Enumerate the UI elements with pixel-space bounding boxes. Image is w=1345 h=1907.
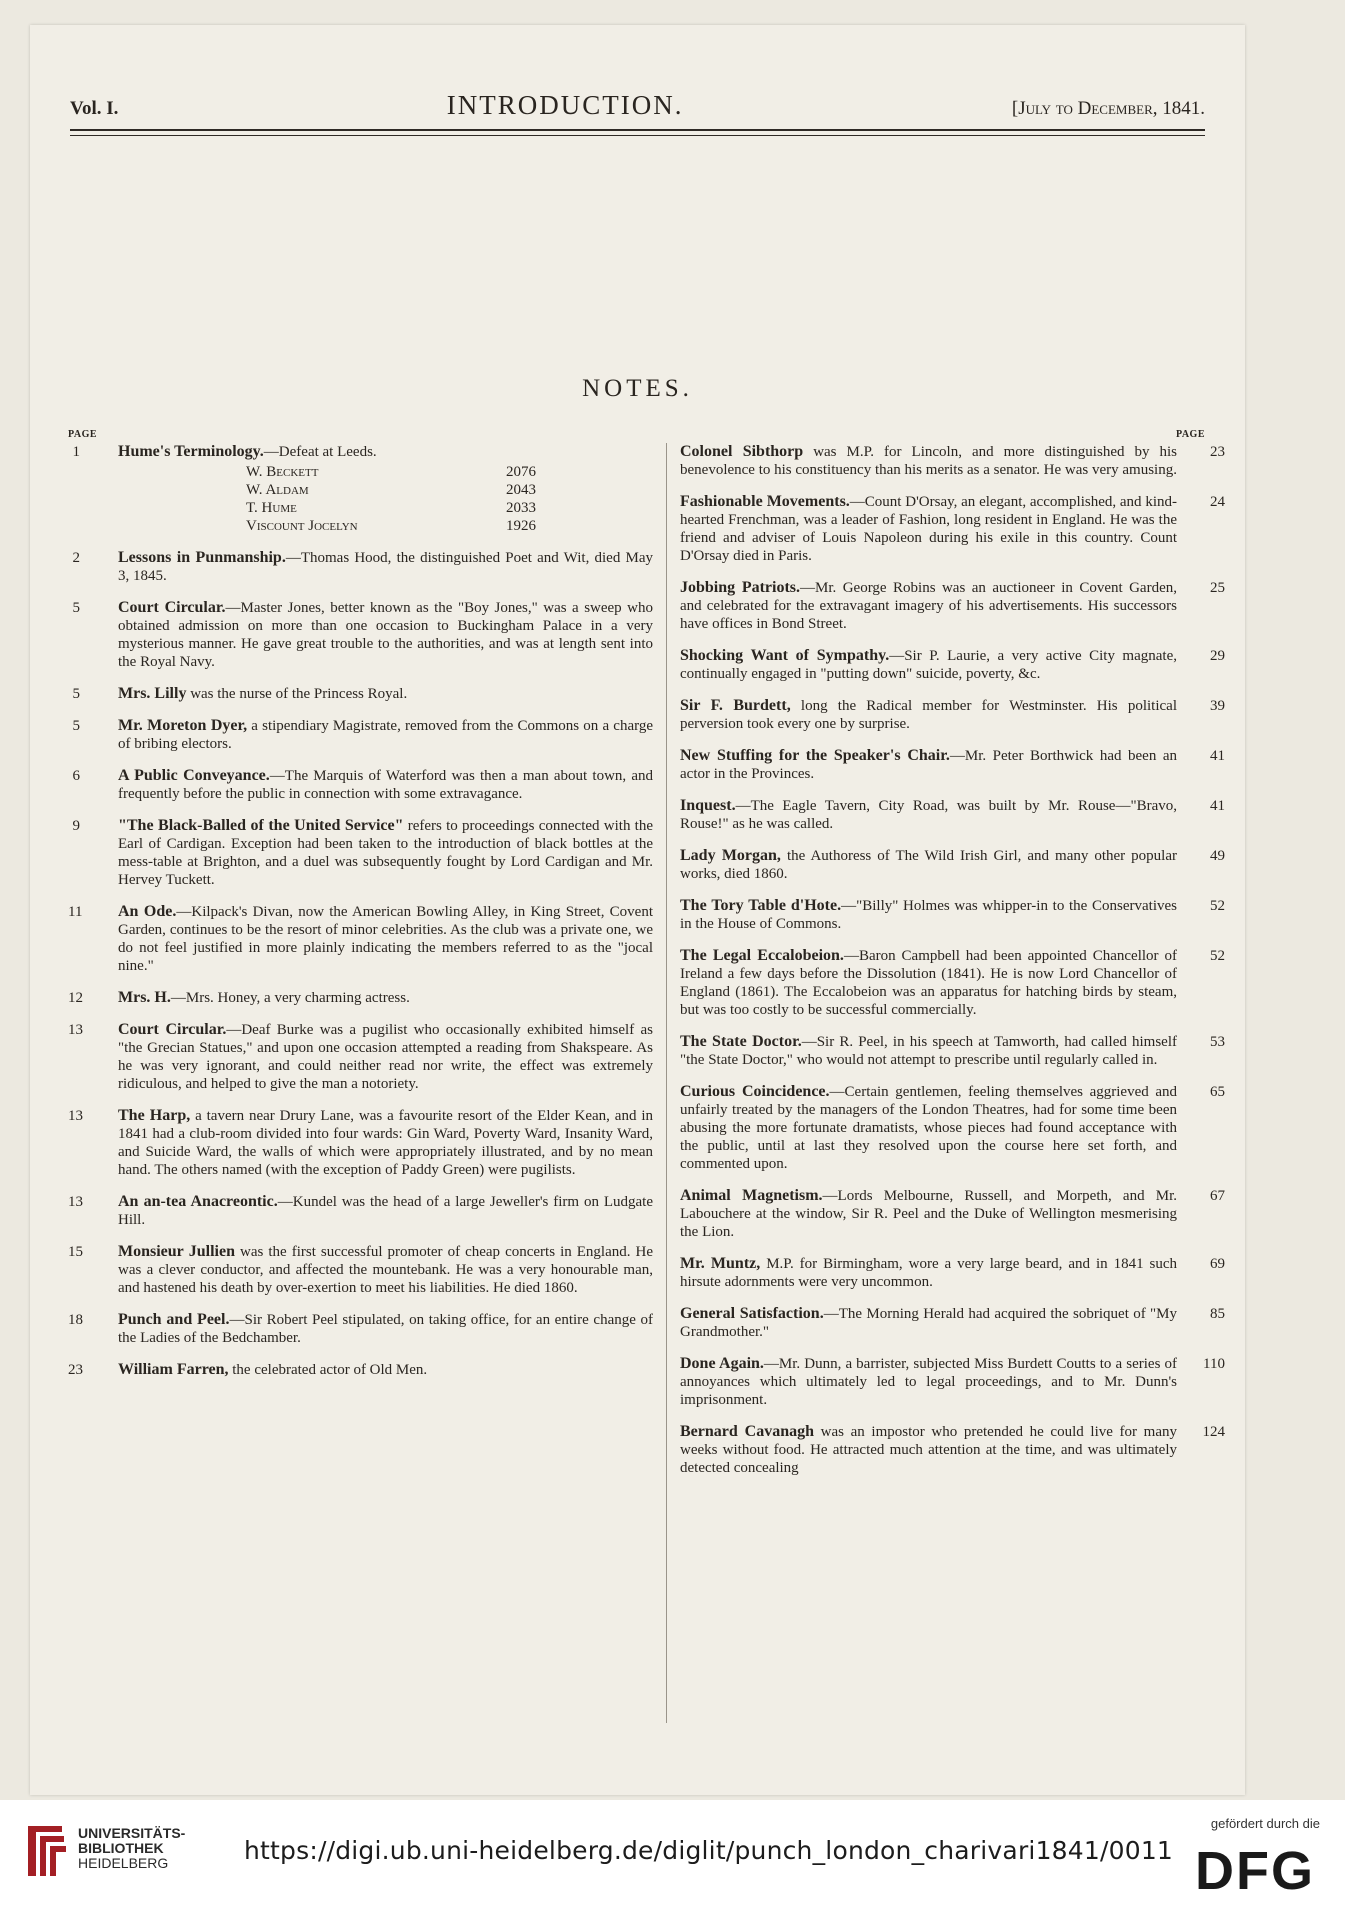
note-text <box>118 1193 653 1229</box>
note-entry <box>680 847 1225 883</box>
header-rule <box>70 129 1205 136</box>
funding-note: gefördert durch die <box>1210 1816 1320 1831</box>
note-page-number: 11 <box>68 904 83 920</box>
page-title: INTRODUCTION. <box>446 90 684 120</box>
note-body: a tavern near Drury Lane, was a favourite resort of the Elder Kean, and in 1841 had a club-room divided into four wards: Gin Ward, Poverty Ward, Insanity Ward, and Suicide Ward, the walls of which were appropriately illustrated, and by no mean hand. The others named (with the exception of Paddy Green) were pugilists. <box>118 1108 653 1178</box>
note-body: the Authoress of The Wild Irish Girl, and many other popular works, died 1860. <box>680 848 1178 882</box>
note-body: —Deaf Burke was a pugilist who occasionally exhibited himself as "the Grecian Statues," and upon one occasion attempted a reading from Shakspeare. As he was very ignorant, and could neither read nor write, the effect was extremely ridiculous, and helped to give the man a notoriety. <box>118 1022 654 1092</box>
note-page-number: 18 <box>68 1312 83 1328</box>
note-page-number: 65 <box>1210 1084 1225 1100</box>
note-entry <box>68 817 653 889</box>
library-name-line2: BIBLIOTHEK <box>78 1840 164 1856</box>
note-page-number: 53 <box>1210 1034 1225 1050</box>
note-heading: The Tory Table d'Hote. <box>680 897 842 914</box>
poll-row <box>246 481 536 499</box>
note-page-number: 39 <box>1210 698 1225 714</box>
note-page-number: 6 <box>72 768 80 784</box>
note-entry <box>680 697 1225 733</box>
note-heading: Fashionable Movements. <box>680 493 850 510</box>
poll-results <box>246 463 653 535</box>
note-page-number: 52 <box>1210 948 1225 964</box>
note-entry <box>68 599 653 671</box>
note-body: —The Marquis of Waterford was then a man about town, and frequently before the public in connection with some extravagance. <box>118 768 654 802</box>
library-name <box>78 1826 185 1871</box>
note-entry <box>68 1107 653 1179</box>
note-entry <box>680 947 1225 1019</box>
note-heading: Done Again. <box>680 1355 764 1372</box>
note-page-number: 5 <box>72 600 80 616</box>
note-entry <box>68 767 653 803</box>
note-text <box>118 549 653 585</box>
note-entry <box>68 549 653 585</box>
note-heading: Shocking Want of Sympathy. <box>680 647 890 664</box>
candidate-name: W. Aldam <box>246 482 309 498</box>
note-text <box>118 443 653 461</box>
note-page-number: 41 <box>1210 748 1225 764</box>
note-page-number: 124 <box>1202 1424 1225 1440</box>
note-entry <box>68 903 653 975</box>
note-heading: Court Circular. <box>118 1021 227 1038</box>
note-body: —"Billy" Holmes was whipper-in to the Conservatives in the House of Commons. <box>680 898 1178 932</box>
note-heading: "The Black-Balled of the United Service" <box>118 817 404 834</box>
note-text <box>118 989 653 1007</box>
note-text <box>680 897 1177 933</box>
note-text <box>680 1305 1177 1341</box>
note-heading: An an-tea Anacreontic. <box>118 1193 278 1210</box>
note-page-number: 12 <box>68 990 83 1006</box>
note-entry <box>680 1187 1225 1241</box>
note-heading: Punch and Peel. <box>118 1311 230 1328</box>
note-entry <box>68 989 653 1007</box>
note-body: was the first successful promoter of cheap concerts in England. He was a clever conductor, and affected the mountebank. He was a very honourable man, and hastened his death by over-exertion to meet his liabilities. He died 1860. <box>118 1244 653 1296</box>
note-entry <box>680 897 1225 933</box>
note-body: refers to proceedings connected with the Earl of Cardigan. Exception had been taken to the introduction of black bottles at the mess-table at Brighton, and a duel was subsequently fought by Lord Cardigan and Mr. Hervey Tuckett. <box>118 818 654 888</box>
volume-label: Vol. I. <box>70 98 119 119</box>
note-heading: Lessons in Punmanship. <box>118 549 286 566</box>
note-entry <box>680 579 1225 633</box>
poll-row <box>246 499 536 517</box>
note-page-number: 110 <box>1203 1356 1225 1372</box>
candidate-votes: 2033 <box>506 500 536 516</box>
note-page-number: 15 <box>68 1244 83 1260</box>
note-body: was the nurse of the Princess Royal. <box>186 686 408 702</box>
note-heading: Mrs. Lilly <box>118 685 187 702</box>
note-heading: An Ode. <box>118 903 177 920</box>
note-text <box>680 1355 1177 1409</box>
note-text <box>680 647 1177 683</box>
note-text <box>680 847 1177 883</box>
note-page-number: 52 <box>1210 898 1225 914</box>
note-entry <box>680 1033 1225 1069</box>
note-text <box>118 685 653 703</box>
library-name-line1: UNIVERSITÄTS- <box>78 1825 186 1841</box>
note-text <box>680 493 1177 565</box>
note-text <box>118 1107 653 1179</box>
note-text <box>680 443 1177 479</box>
candidate-votes: 1926 <box>506 518 536 534</box>
note-heading: New Stuffing for the Speaker's Chair. <box>680 747 950 764</box>
note-body: —Mr. George Robins was an auctioneer in Covent Garden, and celebrated for the extravagant imagery of his advertisements. His successors have offices in Bond Street. <box>680 580 1177 632</box>
note-page-number: 13 <box>68 1194 83 1210</box>
note-body: —Certain gentlemen, feeling themselves aggrieved and unfairly treated by the managers of the London Theatres, had for some time been abusing the more fortunate dramatists, whose pieces had found acceptance with the public, until at last they resolved upon the course here set forth, and commented upon. <box>680 1084 1178 1172</box>
note-entry <box>680 1423 1225 1477</box>
note-entry <box>680 647 1225 683</box>
note-body: —Mr. Dunn, a barrister, subjected Miss Burdett Coutts to a series of annoyances which ultimately led to legal proceedings, and to Mr. Dunn's imprisonment. <box>680 1356 1177 1408</box>
note-heading: Mr. Muntz, <box>680 1255 761 1272</box>
note-heading: Lady Morgan, <box>680 847 781 864</box>
poll-row <box>246 517 536 535</box>
note-body: —Lords Melbourne, Russell, and Morpeth, and Mr. Labouchere at the window, Sir R. Peel and the Duke of Wellington mesmerising the Lion. <box>680 1188 1177 1240</box>
candidate-votes: 2076 <box>506 464 536 480</box>
note-heading: Mr. Moreton Dyer, <box>118 717 248 734</box>
note-body: —Master Jones, better known as the "Boy Jones," was a sweep who obtained admission on more than one occasion to Buckingham Palace in a very mysterious manner. He gave great trouble to the authorities, and was at length sent into the Royal Navy. <box>118 600 653 670</box>
note-body: —Mr. Peter Borthwick had been an actor in the Provinces. <box>680 748 1177 782</box>
note-page-number: 25 <box>1210 580 1225 596</box>
note-entry <box>68 685 653 703</box>
note-page-number: 41 <box>1210 798 1225 814</box>
page-column-label-right: PAGE <box>1175 429 1205 440</box>
note-entry <box>680 1083 1225 1173</box>
note-body: M.P. for Birmingham, wore a very large beard, and in 1841 such hirsute adornments were very uncommon. <box>680 1256 1178 1290</box>
page-column-label-left: PAGE <box>68 429 98 440</box>
date-range: [July to December, 1841. <box>1011 98 1205 119</box>
note-page-number: 67 <box>1210 1188 1225 1204</box>
note-entry <box>68 1243 653 1297</box>
note-body: long the Radical member for Westminster. His political perversion took every one by surprise. <box>680 698 1177 732</box>
note-text <box>680 1187 1177 1241</box>
note-entry <box>68 443 653 535</box>
note-text <box>118 817 653 889</box>
note-heading: Court Circular. <box>118 599 226 616</box>
library-name-line3: HEIDELBERG <box>78 1855 169 1871</box>
note-entry <box>680 443 1225 479</box>
note-entry <box>68 1193 653 1229</box>
candidate-votes: 2043 <box>506 482 536 498</box>
note-page-number: 5 <box>72 686 80 702</box>
note-heading: The Legal Eccalobeion. <box>680 947 844 964</box>
candidate-name: W. Beckett <box>246 464 319 480</box>
note-heading: The State Doctor. <box>680 1033 802 1050</box>
notes-column-left <box>68 443 653 1393</box>
note-entry <box>68 717 653 753</box>
note-text <box>118 599 653 671</box>
note-page-number: 2 <box>72 550 80 566</box>
note-page-number: 1 <box>72 444 80 460</box>
note-heading: A Public Conveyance. <box>118 767 270 784</box>
note-page-number: 5 <box>72 718 80 734</box>
permalink-url[interactable]: https://digi.ub.uni-heidelberg.de/diglit/punch_london_charivari1841/0011 <box>244 1836 1174 1865</box>
note-text <box>118 903 653 975</box>
note-body: —Kilpack's Divan, now the American Bowling Alley, in King Street, Covent Garden, continues to be the resort of minor celebrities. As the club was a private one, we do not feel justified in more plainly indicating the members referred to as the "jocal nine." <box>118 904 653 974</box>
note-body: —Sir P. Laurie, a very active City magnate, continually engaged in "putting down" suicide, poverty, &c. <box>680 648 1177 682</box>
note-heading: Jobbing Patriots. <box>680 579 801 596</box>
note-heading: Curious Coincidence. <box>680 1083 830 1100</box>
note-page-number: 49 <box>1210 848 1225 864</box>
note-page-number: 13 <box>68 1108 83 1124</box>
note-text <box>680 1083 1177 1173</box>
note-heading: Bernard Cavanagh <box>680 1423 815 1440</box>
note-entry <box>680 1255 1225 1291</box>
note-body: —Count D'Orsay, an elegant, accomplished, and kind-hearted Frenchman, was a leader of Fashion, long resident in England. He was the friend and adviser of Louis Napoleon during his exile in this country. Count D'Orsay died in Paris. <box>680 494 1177 564</box>
note-text <box>118 1243 653 1297</box>
note-page-number: 69 <box>1210 1256 1225 1272</box>
note-text <box>118 1361 653 1379</box>
notes-heading: NOTES. <box>582 375 693 402</box>
note-page-number: 29 <box>1210 648 1225 664</box>
candidate-name: T. Hume <box>246 500 297 516</box>
note-body: —Mrs. Honey, a very charming actress. <box>170 990 410 1006</box>
note-body: —Sir R. Peel, in his speech at Tamworth, had called himself "the State Doctor," who would not attempt to prescribe until regularly called in. <box>680 1034 1177 1068</box>
note-entry <box>68 1021 653 1093</box>
note-page-number: 24 <box>1210 494 1225 510</box>
note-body: —The Eagle Tavern, City Road, was built by Mr. Rouse—"Bravo, Rouse!" as he was called. <box>680 798 1177 832</box>
note-heading: Colonel Sibthorp <box>680 443 804 460</box>
note-entry <box>68 1311 653 1347</box>
note-text <box>680 797 1177 833</box>
note-text <box>680 1033 1177 1069</box>
note-body: —Sir Robert Peel stipulated, on taking office, for an entire change of the Ladies of the Bedchamber. <box>118 1312 653 1346</box>
note-heading: Mrs. H. <box>118 989 171 1006</box>
note-entry <box>68 1361 653 1379</box>
note-text <box>118 1311 653 1347</box>
note-heading: General Satisfaction. <box>680 1305 824 1322</box>
note-body: the celebrated actor of Old Men. <box>228 1362 428 1378</box>
note-heading: Hume's Terminology. <box>118 443 264 460</box>
note-body: was M.P. for Lincoln, and more distinguished by his benevolence to his constituency than his merits as a senator. He was very amusing. <box>680 444 1177 478</box>
university-library-logo-icon <box>22 1822 70 1880</box>
note-page-number: 23 <box>68 1362 83 1378</box>
note-body: —Baron Campbell had been appointed Chancellor of Ireland a few days before the Dissolution (1841). He is now Lord Chancellor of England (1861). The Eccalobeion was an apparatus for hatching birds by steam, but was too costly to be successful commercially. <box>680 948 1177 1018</box>
note-entry <box>680 493 1225 565</box>
note-entry <box>680 1355 1225 1409</box>
note-entry <box>680 747 1225 783</box>
note-heading: Animal Magnetism. <box>680 1187 823 1204</box>
note-body: —Thomas Hood, the distinguished Poet and Wit, died May 3, 1845. <box>118 550 653 584</box>
note-page-number: 23 <box>1210 444 1225 460</box>
column-divider <box>666 443 667 1723</box>
poll-row <box>246 463 536 481</box>
note-entry <box>680 797 1225 833</box>
note-heading: William Farren, <box>118 1361 229 1378</box>
note-text <box>118 1021 653 1093</box>
note-page-number: 9 <box>72 818 80 834</box>
note-page-number: 13 <box>68 1022 83 1038</box>
notes-column-right <box>680 443 1225 1491</box>
note-text <box>680 947 1177 1019</box>
dfg-logo: DFG <box>1195 1841 1315 1901</box>
note-text <box>680 1423 1177 1477</box>
note-heading: Sir F. Burdett, <box>680 697 791 714</box>
note-body: a stipendiary Magistrate, removed from the Commons on a charge of bribing electors. <box>118 718 653 752</box>
note-page-number: 85 <box>1210 1306 1225 1322</box>
running-header <box>70 90 1205 121</box>
note-body: —Kundel was the head of a large Jeweller's firm on Ludgate Hill. <box>118 1194 653 1228</box>
note-heading: The Harp, <box>118 1107 191 1124</box>
note-text <box>680 697 1177 733</box>
note-text <box>118 717 653 753</box>
note-text <box>118 767 653 803</box>
note-entry <box>680 1305 1225 1341</box>
note-body: was an impostor who pretended he could live for many weeks without food. He attracted much attention at the time, and was ultimately detected concealing <box>680 1424 1177 1476</box>
note-body: —Defeat at Leeds. <box>263 444 377 460</box>
note-text <box>680 1255 1177 1291</box>
note-heading: Monsieur Jullien <box>118 1243 235 1260</box>
note-text <box>680 579 1177 633</box>
candidate-name: Viscount Jocelyn <box>246 518 358 534</box>
note-body: —The Morning Herald had acquired the sobriquet of "My Grandmother." <box>680 1306 1178 1340</box>
scanned-page <box>30 25 1245 1795</box>
note-heading: Inquest. <box>680 797 736 814</box>
note-text <box>680 747 1177 783</box>
digitization-footer <box>0 1800 1345 1907</box>
